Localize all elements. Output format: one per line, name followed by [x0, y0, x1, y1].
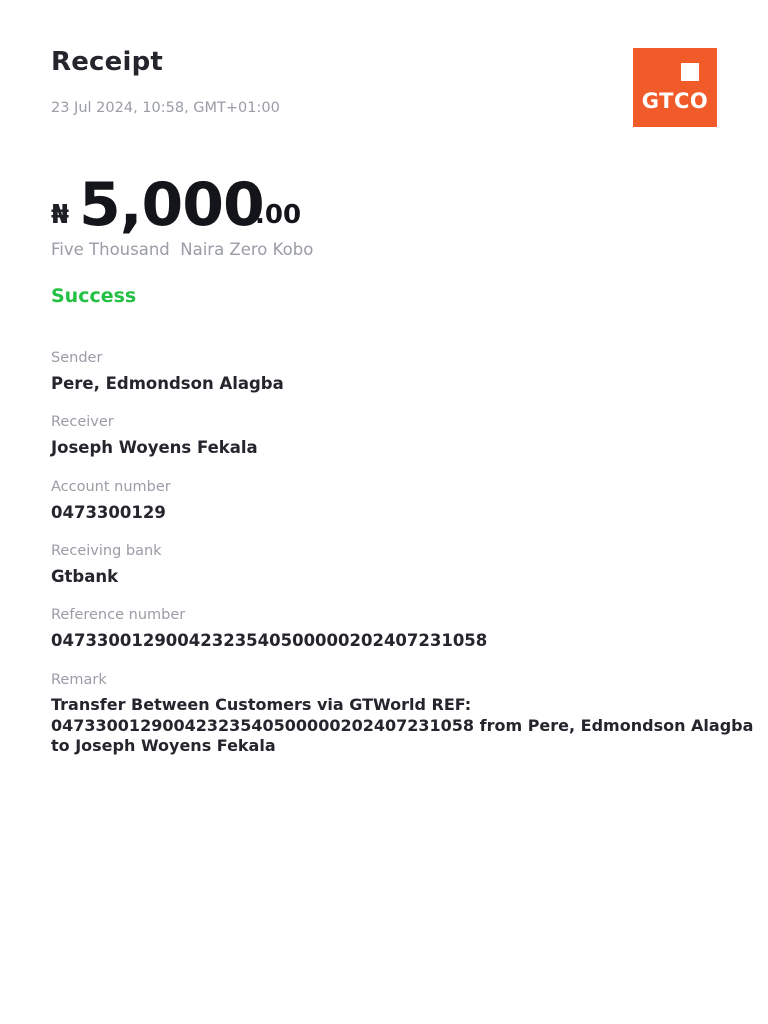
receiving-bank-field: [51, 541, 761, 587]
sender-label: Sender: [51, 350, 103, 366]
receiver-label: Receiver: [51, 414, 114, 430]
remark-label: Remark: [51, 672, 107, 688]
remark-value: Transfer Between Customers via GTWorld REF: 04733001290042323540500000202407231058 from Pere, Edmondson Alagba to Joseph Woyens Fekala: [51, 695, 754, 755]
receiving-bank-label: Receiving bank: [51, 543, 162, 559]
status-badge: Success: [51, 285, 137, 307]
account-number-label: Account number: [51, 479, 171, 495]
sender-value: Pere, Edmondson Alagba: [51, 374, 284, 393]
naira-icon: ₦: [51, 200, 70, 230]
transaction-datetime: 23 Jul 2024, 10:58, GMT+01:00: [51, 100, 280, 116]
receiving-bank-value: Gtbank: [51, 567, 119, 586]
remark-field: [51, 670, 761, 757]
reference-number-label: Reference number: [51, 607, 186, 623]
amount-in-words: Five Thousand Naira Zero Kobo: [51, 240, 314, 259]
amount-decimal: .00: [255, 200, 302, 230]
reference-number-value: 04733001290042323540500000202407231058: [51, 631, 488, 650]
amount-whole: 5,000: [79, 170, 264, 240]
account-number-value: 0473300129: [51, 503, 166, 522]
receiver-value: Joseph Woyens Fekala: [51, 438, 258, 457]
gtco-logo: [633, 48, 717, 127]
account-number-field: [51, 477, 761, 523]
logo-square-icon: [681, 63, 699, 81]
reference-number-field: [51, 605, 761, 651]
sender-field: [51, 348, 761, 394]
logo-text: GTCO: [641, 89, 709, 113]
receiver-field: [51, 412, 761, 458]
page-title: Receipt: [51, 47, 164, 77]
